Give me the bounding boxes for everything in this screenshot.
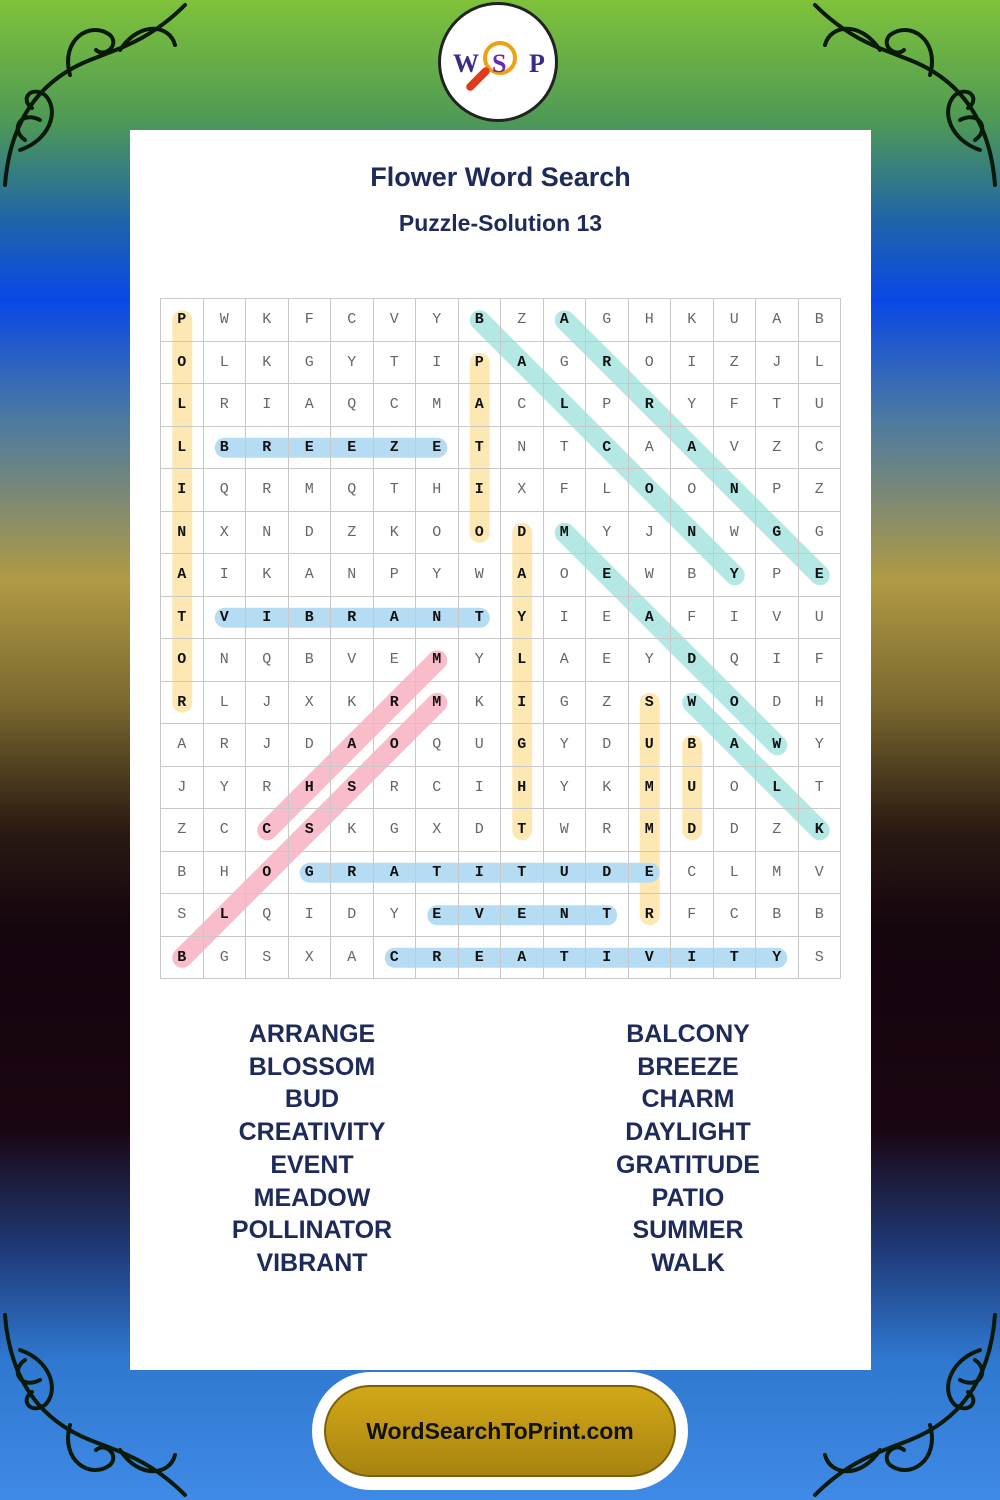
- grid-cell: E: [586, 639, 629, 682]
- grid-cell: I: [714, 597, 757, 640]
- logo-letter-s: S: [492, 49, 507, 78]
- grid-cell: M: [416, 384, 459, 427]
- grid-cell: D: [289, 724, 332, 767]
- grid-cell: Y: [501, 597, 544, 640]
- grid-cell: P: [756, 554, 799, 597]
- grid-cell: D: [501, 512, 544, 555]
- grid-cell: B: [289, 597, 332, 640]
- grid-cell: V: [459, 894, 502, 937]
- grid-cell: U: [544, 852, 587, 895]
- page-subtitle: Puzzle-Solution 13: [398, 210, 603, 236]
- letter-grid: [160, 298, 841, 979]
- footer-site-link[interactable]: WordSearchToPrint.com: [324, 1385, 676, 1477]
- grid-cell: X: [204, 512, 247, 555]
- grid-cell: E: [799, 554, 842, 597]
- grid-cell: H: [501, 767, 544, 810]
- grid-cell: R: [161, 682, 204, 725]
- grid-cell: G: [289, 852, 332, 895]
- grid-cell: V: [374, 299, 417, 342]
- grid-cell: T: [459, 597, 502, 640]
- grid-cell: R: [416, 937, 459, 980]
- grid-cell: A: [501, 342, 544, 385]
- word-list-item: CREATIVITY: [238, 1118, 386, 1147]
- grid-cell: O: [374, 724, 417, 767]
- grid-cell: U: [799, 597, 842, 640]
- grid-cell: B: [671, 554, 714, 597]
- grid-cell: W: [629, 554, 672, 597]
- grid-cell: D: [586, 724, 629, 767]
- grid-cell: C: [204, 809, 247, 852]
- grid-cell: D: [714, 809, 757, 852]
- grid-cell: E: [374, 639, 417, 682]
- grid-cell: M: [416, 639, 459, 682]
- grid-cell: H: [416, 469, 459, 512]
- grid-cell: G: [501, 724, 544, 767]
- grid-cell: M: [756, 852, 799, 895]
- grid-cell: I: [501, 682, 544, 725]
- grid-cell: P: [756, 469, 799, 512]
- grid-cell: U: [459, 724, 502, 767]
- grid-cell: H: [204, 852, 247, 895]
- grid-cell: A: [756, 299, 799, 342]
- grid-cell: A: [714, 724, 757, 767]
- grid-cell: Z: [756, 809, 799, 852]
- grid-cell: T: [714, 937, 757, 980]
- grid-cell: C: [671, 852, 714, 895]
- grid-cell: O: [714, 682, 757, 725]
- grid-cell: R: [374, 682, 417, 725]
- grid-cell: R: [204, 724, 247, 767]
- word-list-item: EVENT: [270, 1150, 354, 1179]
- grid-cell: I: [246, 384, 289, 427]
- grid-cell: Q: [416, 724, 459, 767]
- grid-cell: Y: [374, 894, 417, 937]
- grid-cell: X: [416, 809, 459, 852]
- grid-cell: P: [374, 554, 417, 597]
- grid-cell: B: [799, 894, 842, 937]
- grid-cell: M: [416, 682, 459, 725]
- grid-cell: T: [544, 427, 587, 470]
- word-list-item: SUMMER: [632, 1216, 744, 1245]
- grid-cell: R: [204, 384, 247, 427]
- grid-cell: P: [161, 299, 204, 342]
- grid-cell: Y: [714, 554, 757, 597]
- grid-cell: N: [671, 512, 714, 555]
- grid-cell: E: [289, 427, 332, 470]
- grid-cell: A: [671, 427, 714, 470]
- grid-cell: A: [374, 597, 417, 640]
- grid-cell: W: [459, 554, 502, 597]
- grid-cell: O: [629, 469, 672, 512]
- grid-cell: K: [586, 767, 629, 810]
- grid-cell: I: [459, 469, 502, 512]
- grid-cell: E: [586, 554, 629, 597]
- grid-cell: Y: [671, 384, 714, 427]
- grid-cell: Y: [544, 767, 587, 810]
- grid-cell: L: [544, 384, 587, 427]
- grid-cell: I: [671, 342, 714, 385]
- grid-cell: C: [374, 937, 417, 980]
- grid-cell: K: [671, 299, 714, 342]
- grid-cell: D: [289, 512, 332, 555]
- grid-cell: B: [459, 299, 502, 342]
- grid-cell: L: [799, 342, 842, 385]
- grid-cell: W: [204, 299, 247, 342]
- grid-cell: C: [586, 427, 629, 470]
- word-list-item: WALK: [651, 1248, 725, 1277]
- grid-cell: O: [671, 469, 714, 512]
- grid-cell: R: [629, 894, 672, 937]
- grid-cell: R: [374, 767, 417, 810]
- grid-cell: Z: [374, 427, 417, 470]
- grid-cell: A: [331, 724, 374, 767]
- grid-cell: S: [289, 809, 332, 852]
- grid-cell: N: [204, 639, 247, 682]
- grid-cell: G: [289, 342, 332, 385]
- grid-cell: L: [161, 427, 204, 470]
- grid-cell: Z: [331, 512, 374, 555]
- word-list-item: DAYLIGHT: [625, 1118, 751, 1147]
- grid-cell: Z: [161, 809, 204, 852]
- grid-cell: C: [714, 894, 757, 937]
- grid-cell: Y: [459, 639, 502, 682]
- grid-cell: W: [671, 682, 714, 725]
- grid-cell: J: [756, 342, 799, 385]
- grid-cell: A: [161, 724, 204, 767]
- grid-cell: C: [501, 384, 544, 427]
- grid-cell: R: [331, 597, 374, 640]
- grid-cell: N: [246, 512, 289, 555]
- grid-cell: F: [671, 894, 714, 937]
- grid-cell: V: [756, 597, 799, 640]
- grid-cell: C: [331, 299, 374, 342]
- grid-cell: O: [714, 767, 757, 810]
- grid-cell: K: [331, 809, 374, 852]
- grid-cell: I: [671, 937, 714, 980]
- grid-cell: X: [289, 682, 332, 725]
- grid-cell: K: [374, 512, 417, 555]
- grid-cell: D: [331, 894, 374, 937]
- word-list-item: PATIO: [651, 1183, 725, 1212]
- grid-cell: O: [246, 852, 289, 895]
- grid-cell: L: [756, 767, 799, 810]
- grid-cell: E: [586, 597, 629, 640]
- grid-cell: W: [544, 809, 587, 852]
- grid-cell: R: [586, 809, 629, 852]
- grid-cell: T: [501, 809, 544, 852]
- grid-cell: V: [629, 937, 672, 980]
- grid-cell: B: [671, 724, 714, 767]
- grid-cell: L: [204, 894, 247, 937]
- grid-cell: C: [799, 427, 842, 470]
- grid-cell: I: [586, 937, 629, 980]
- grid-cell: I: [204, 554, 247, 597]
- grid-cell: L: [161, 384, 204, 427]
- grid-cell: Z: [586, 682, 629, 725]
- grid-cell: C: [246, 809, 289, 852]
- grid-cell: O: [161, 342, 204, 385]
- grid-cell: A: [459, 384, 502, 427]
- grid-cell: U: [714, 299, 757, 342]
- grid-cell: U: [629, 724, 672, 767]
- site-logo[interactable]: [438, 2, 558, 122]
- grid-cell: Z: [501, 299, 544, 342]
- grid-cell: J: [246, 682, 289, 725]
- grid-cell: O: [544, 554, 587, 597]
- word-list-item: BALCONY: [626, 1020, 750, 1048]
- grid-cell: A: [501, 554, 544, 597]
- grid-cell: Q: [204, 469, 247, 512]
- grid-cell: A: [331, 937, 374, 980]
- logo-letter-w: W: [453, 49, 479, 78]
- grid-cell: N: [416, 597, 459, 640]
- grid-cell: F: [671, 597, 714, 640]
- grid-cell: C: [416, 767, 459, 810]
- grid-cell: C: [374, 384, 417, 427]
- grid-cell: J: [246, 724, 289, 767]
- grid-cell: L: [204, 682, 247, 725]
- grid-cell: F: [289, 299, 332, 342]
- grid-cell: G: [544, 342, 587, 385]
- grid-cell: Y: [756, 937, 799, 980]
- grid-cell: A: [161, 554, 204, 597]
- grid-cell: L: [501, 639, 544, 682]
- grid-cell: M: [629, 809, 672, 852]
- grid-cell: A: [629, 597, 672, 640]
- grid-cell: N: [161, 512, 204, 555]
- grid-cell: R: [629, 384, 672, 427]
- grid-cell: N: [544, 894, 587, 937]
- grid-cell: F: [544, 469, 587, 512]
- grid-cell: Q: [714, 639, 757, 682]
- grid-cell: I: [289, 894, 332, 937]
- grid-cell: W: [714, 512, 757, 555]
- grid-cell: U: [799, 384, 842, 427]
- grid-cell: E: [459, 937, 502, 980]
- grid-cell: K: [799, 809, 842, 852]
- grid-cell: D: [671, 809, 714, 852]
- grid-cell: U: [671, 767, 714, 810]
- grid-cell: O: [161, 639, 204, 682]
- grid-cell: I: [459, 852, 502, 895]
- grid-cell: E: [416, 427, 459, 470]
- word-list-item: GRATITUDE: [616, 1150, 760, 1179]
- word-list-item: VIBRANT: [256, 1248, 368, 1277]
- grid-cell: O: [416, 512, 459, 555]
- word-list-right: [538, 1018, 838, 1280]
- grid-cell: V: [714, 427, 757, 470]
- grid-cell: E: [501, 894, 544, 937]
- grid-cell: X: [501, 469, 544, 512]
- grid-cell: X: [289, 937, 332, 980]
- grid-cell: Y: [586, 512, 629, 555]
- grid-cell: O: [629, 342, 672, 385]
- grid-cell: E: [629, 852, 672, 895]
- grid-cell: T: [459, 427, 502, 470]
- grid-cell: G: [756, 512, 799, 555]
- word-list-item: BLOSSOM: [248, 1052, 376, 1081]
- word-list-item: BREEZE: [637, 1052, 739, 1081]
- grid-cell: K: [459, 682, 502, 725]
- grid-cell: N: [714, 469, 757, 512]
- grid-cell: B: [289, 639, 332, 682]
- word-list-item: ARRANGE: [248, 1020, 376, 1048]
- grid-cell: Y: [331, 342, 374, 385]
- grid-cell: Q: [246, 639, 289, 682]
- grid-cell: A: [629, 427, 672, 470]
- grid-cell: K: [246, 299, 289, 342]
- grid-cell: J: [629, 512, 672, 555]
- grid-cell: S: [246, 937, 289, 980]
- grid-cell: F: [714, 384, 757, 427]
- grid-cell: B: [204, 427, 247, 470]
- grid-cell: R: [246, 427, 289, 470]
- grid-cell: H: [629, 299, 672, 342]
- word-list-left: [162, 1018, 462, 1280]
- grid-cell: S: [331, 767, 374, 810]
- grid-cell: A: [501, 937, 544, 980]
- grid-cell: T: [416, 852, 459, 895]
- grid-cell: B: [756, 894, 799, 937]
- grid-cell: T: [374, 469, 417, 512]
- grid-cell: S: [161, 894, 204, 937]
- grid-cell: G: [204, 937, 247, 980]
- word-list-item: CHARM: [641, 1085, 735, 1114]
- grid-cell: S: [629, 682, 672, 725]
- grid-cell: D: [671, 639, 714, 682]
- grid-cell: J: [161, 767, 204, 810]
- grid-cell: I: [161, 469, 204, 512]
- grid-cell: Z: [799, 469, 842, 512]
- grid-cell: D: [756, 682, 799, 725]
- grid-cell: D: [586, 852, 629, 895]
- page-title: Flower Word Search: [370, 162, 631, 192]
- grid-cell: Q: [331, 469, 374, 512]
- grid-cell: T: [544, 937, 587, 980]
- grid-cell: T: [586, 894, 629, 937]
- grid-cell: V: [331, 639, 374, 682]
- grid-cell: T: [161, 597, 204, 640]
- grid-cell: A: [374, 852, 417, 895]
- grid-cell: I: [544, 597, 587, 640]
- grid-cell: K: [246, 342, 289, 385]
- grid-cell: O: [459, 512, 502, 555]
- grid-cell: Y: [204, 767, 247, 810]
- grid-cell: H: [799, 682, 842, 725]
- grid-cell: L: [714, 852, 757, 895]
- grid-cell: A: [544, 639, 587, 682]
- grid-cell: S: [799, 937, 842, 980]
- grid-cell: G: [374, 809, 417, 852]
- grid-cell: Q: [246, 894, 289, 937]
- grid-cell: L: [586, 469, 629, 512]
- grid-cell: R: [246, 469, 289, 512]
- grid-cell: B: [161, 852, 204, 895]
- grid-cell: M: [289, 469, 332, 512]
- grid-cell: V: [204, 597, 247, 640]
- grid-cell: K: [246, 554, 289, 597]
- logo-letter-p: P: [529, 49, 545, 78]
- grid-cell: N: [331, 554, 374, 597]
- grid-cell: V: [799, 852, 842, 895]
- grid-cell: A: [289, 554, 332, 597]
- grid-cell: L: [204, 342, 247, 385]
- grid-cell: W: [756, 724, 799, 767]
- grid-cell: I: [416, 342, 459, 385]
- grid-cell: Z: [756, 427, 799, 470]
- grid-cell: A: [544, 299, 587, 342]
- grid-cell: M: [629, 767, 672, 810]
- word-search-grid-area: [160, 298, 840, 978]
- grid-cell: Y: [416, 299, 459, 342]
- grid-cell: Z: [714, 342, 757, 385]
- grid-cell: G: [799, 512, 842, 555]
- grid-cell: Q: [331, 384, 374, 427]
- grid-cell: Y: [416, 554, 459, 597]
- grid-cell: B: [161, 937, 204, 980]
- word-list-item: POLLINATOR: [231, 1216, 393, 1245]
- grid-cell: G: [544, 682, 587, 725]
- grid-cell: G: [586, 299, 629, 342]
- grid-cell: R: [246, 767, 289, 810]
- grid-cell: H: [289, 767, 332, 810]
- grid-cell: K: [331, 682, 374, 725]
- word-list-item: BUD: [284, 1085, 340, 1114]
- grid-cell: T: [501, 852, 544, 895]
- grid-cell: D: [459, 809, 502, 852]
- grid-cell: Y: [629, 639, 672, 682]
- grid-cell: F: [799, 639, 842, 682]
- grid-cell: R: [331, 852, 374, 895]
- grid-cell: N: [501, 427, 544, 470]
- grid-cell: M: [544, 512, 587, 555]
- grid-cell: B: [799, 299, 842, 342]
- grid-cell: Y: [799, 724, 842, 767]
- word-list-item: MEADOW: [253, 1183, 371, 1212]
- grid-cell: A: [289, 384, 332, 427]
- grid-cell: P: [459, 342, 502, 385]
- grid-cell: T: [756, 384, 799, 427]
- grid-cell: I: [459, 767, 502, 810]
- grid-cell: P: [586, 384, 629, 427]
- grid-cell: E: [416, 894, 459, 937]
- grid-cell: I: [246, 597, 289, 640]
- grid-cell: Y: [544, 724, 587, 767]
- grid-cell: E: [331, 427, 374, 470]
- grid-cell: T: [374, 342, 417, 385]
- grid-cell: R: [586, 342, 629, 385]
- grid-cell: I: [756, 639, 799, 682]
- grid-cell: T: [799, 767, 842, 810]
